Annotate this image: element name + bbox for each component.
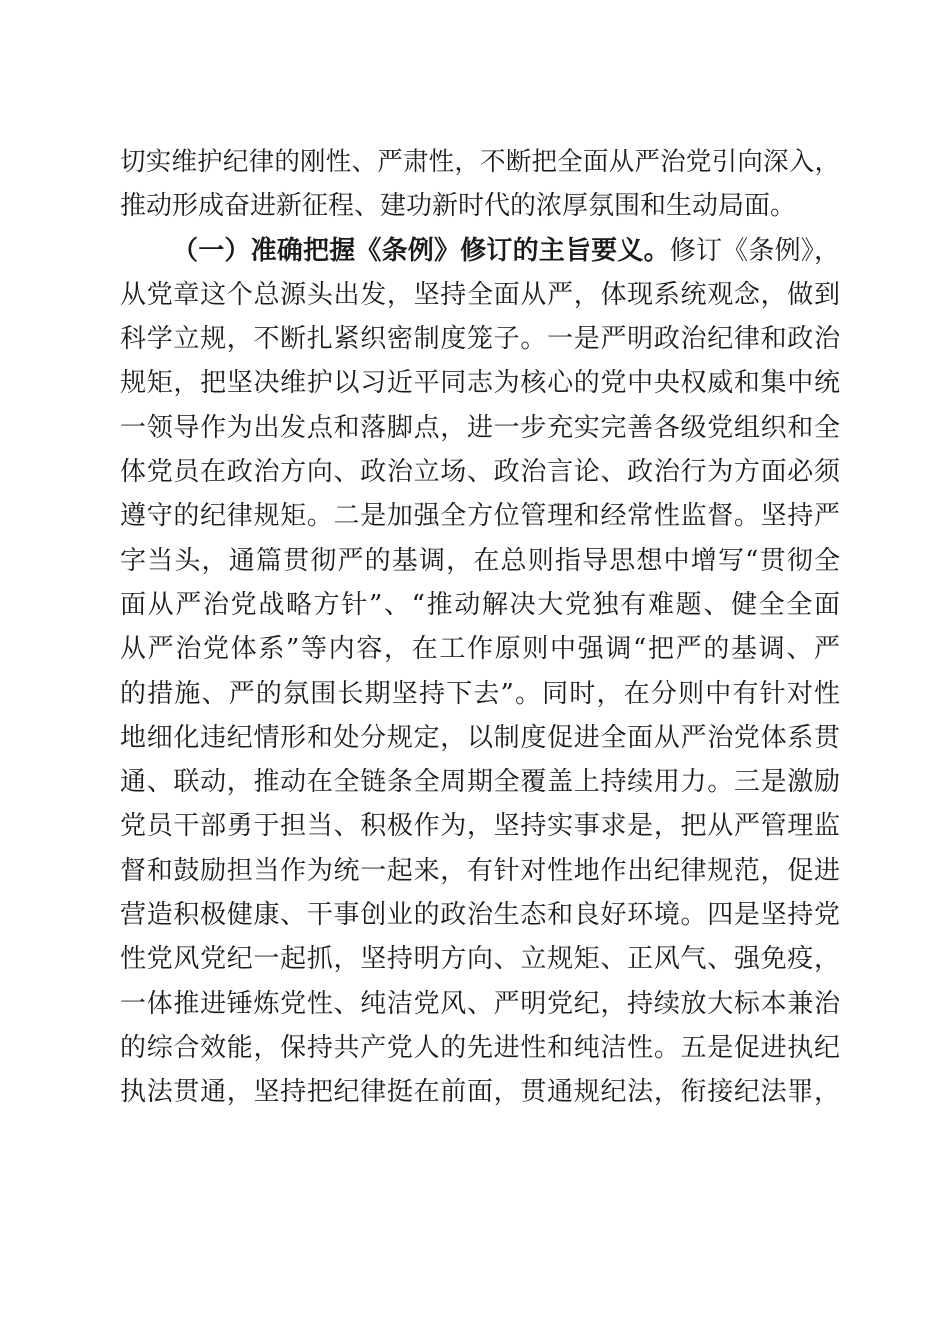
paragraph-line: 从严治党体系”等内容，在工作原则中强调“把严的基调、严 bbox=[120, 634, 840, 665]
body-text bbox=[120, 140, 840, 1115]
paragraph-line: 推动形成奋进新征程、建功新时代的浓厚氛围和生动局面。 bbox=[120, 191, 797, 222]
paragraph-line: 体党员在政治方向、政治立场、政治言论、政治行为方面必须 bbox=[120, 457, 840, 488]
paragraph-line: 的综合效能，保持共产党人的先进性和纯洁性。五是促进执纪 bbox=[120, 1032, 840, 1063]
paragraph-text: 修订《条例》， bbox=[669, 235, 840, 266]
paragraph-line: 党员干部勇于担当、积极作为，坚持实事求是，把从严管理监 bbox=[120, 811, 840, 842]
paragraph-line: 规矩，把坚决维护以习近平同志为核心的党中央权威和集中统 bbox=[120, 368, 840, 399]
paragraph-line: 营造积极健康、干事创业的政治生态和良好环境。四是坚持党 bbox=[120, 900, 840, 931]
paragraph-line: 切实维护纪律的刚性、严肃性，不断把全面从严治党引向深入， bbox=[120, 147, 840, 177]
paragraph-line: 遵守的纪律规矩。二是加强全方位管理和经常性监督。坚持严 bbox=[120, 501, 840, 532]
paragraph-line: 面从严治党战略方针”、“推动解决大党独有难题、健全全面 bbox=[120, 589, 840, 620]
paragraph-line: 科学立规，不断扎紧织密制度笼子。一是严明政治纪律和政治 bbox=[120, 324, 840, 355]
paragraph-line: 的措施、严的氛围长期坚持下去”。同时，在分则中有针对性 bbox=[120, 678, 840, 709]
paragraph-line: 一领导作为出发点和落脚点，进一步充实完善各级党组织和全 bbox=[120, 412, 840, 443]
paragraph-line: 从党章这个总源头出发，坚持全面从严，体现系统观念，做到 bbox=[120, 279, 840, 310]
paragraph-line: 字当头，通篇贯彻严的基调，在总则指导思想中增写“贯彻全 bbox=[120, 545, 840, 576]
paragraph-line: 执法贯通，坚持把纪律挺在前面，贯通规纪法，衔接纪法罪， bbox=[120, 1077, 840, 1108]
paragraph-line: 通、联动，推动在全链条全周期全覆盖上持续用力。三是激励 bbox=[120, 767, 840, 798]
paragraph-line: 性党风党纪一起抓，坚持明方向、立规矩、正风气、强免疫， bbox=[120, 944, 840, 975]
paragraph-line: 地细化违纪情形和处分规定，以制度促进全面从严治党体系贯 bbox=[120, 722, 840, 753]
paragraph-line: 一体推进锤炼党性、纯洁党风、严明党纪，持续放大标本兼治 bbox=[120, 988, 840, 1019]
paragraph-line: 督和鼓励担当作为统一起来，有针对性地作出纪律规范，促进 bbox=[120, 855, 840, 886]
section-heading-line bbox=[120, 229, 840, 273]
section-heading: （一）准确把握《条例》修订的主旨要义。 bbox=[172, 235, 670, 266]
